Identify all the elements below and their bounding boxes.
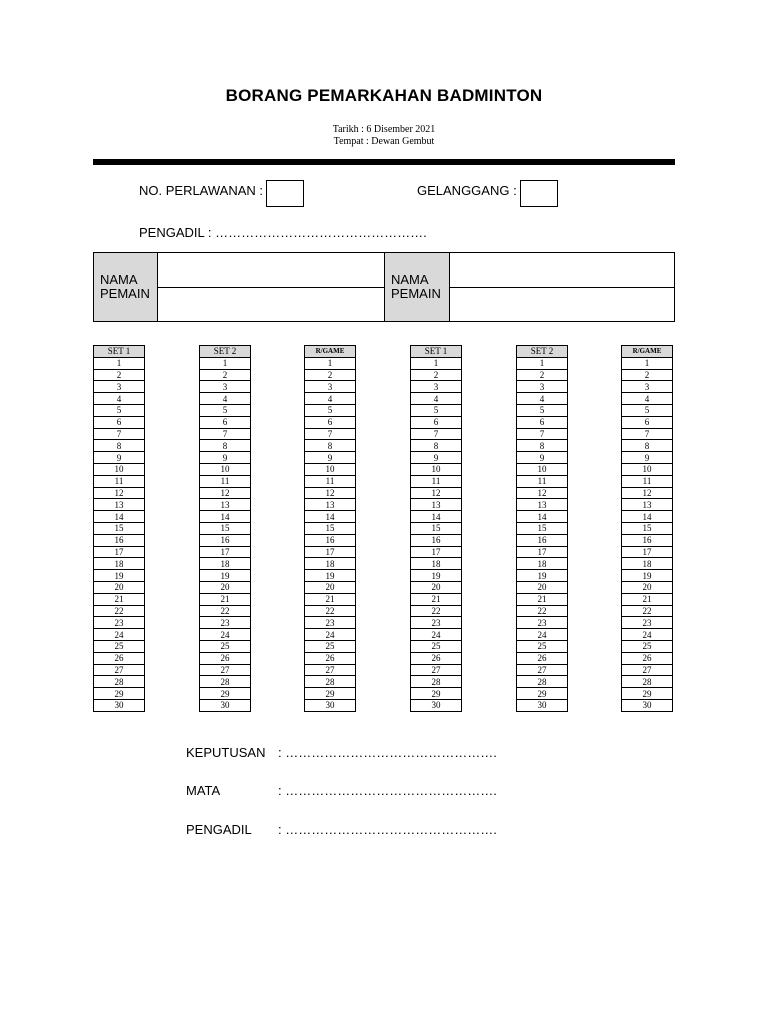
score-cell[interactable]: 1 <box>411 357 462 369</box>
score-cell[interactable]: 10 <box>622 463 673 475</box>
score-cell[interactable]: 3 <box>517 381 568 393</box>
score-cell[interactable]: 8 <box>411 440 462 452</box>
score-cell[interactable]: 28 <box>94 676 145 688</box>
score-cell[interactable]: 4 <box>411 393 462 405</box>
score-cell[interactable]: 20 <box>94 581 145 593</box>
decision-line[interactable]: : …………………………………………. <box>278 745 497 760</box>
score-cell[interactable]: 23 <box>94 617 145 629</box>
umpire-line: PENGADIL : …………………………………………. <box>139 225 427 240</box>
score-cell[interactable]: 20 <box>622 581 673 593</box>
score-cell[interactable]: 23 <box>305 617 356 629</box>
score-cell[interactable]: 24 <box>94 629 145 641</box>
score-cell[interactable]: 14 <box>411 511 462 523</box>
score-cell[interactable]: 4 <box>94 393 145 405</box>
score-column <box>516 345 568 712</box>
score-cell[interactable]: 1 <box>305 357 356 369</box>
score-cell[interactable]: 15 <box>200 522 251 534</box>
score-cell[interactable]: 13 <box>622 499 673 511</box>
header-divider <box>93 159 675 165</box>
right-name-label-line2: PEMAIN <box>391 286 441 301</box>
umpire-footer-line[interactable]: : …………………………………………. <box>278 822 497 837</box>
score-cell[interactable]: 18 <box>411 558 462 570</box>
score-cell[interactable]: 10 <box>200 463 251 475</box>
score-cell[interactable]: 16 <box>94 534 145 546</box>
score-cell[interactable]: 15 <box>94 522 145 534</box>
left-player-2-field[interactable] <box>158 288 384 322</box>
score-cell[interactable]: 13 <box>94 499 145 511</box>
score-cell[interactable]: 1 <box>200 357 251 369</box>
score-cell[interactable]: 30 <box>517 699 568 711</box>
score-cell[interactable]: 26 <box>517 652 568 664</box>
score-cell[interactable]: 24 <box>411 629 462 641</box>
score-cell[interactable]: 16 <box>411 534 462 546</box>
right-name-label <box>385 253 449 321</box>
score-cell[interactable]: 13 <box>305 499 356 511</box>
score-cell[interactable]: 25 <box>200 640 251 652</box>
score-cell[interactable]: 21 <box>305 593 356 605</box>
score-cell[interactable]: 26 <box>305 652 356 664</box>
score-column-header: SET 2 <box>517 346 568 358</box>
score-cell[interactable]: 7 <box>517 428 568 440</box>
score-cell[interactable]: 19 <box>305 570 356 582</box>
score-cell[interactable]: 5 <box>305 404 356 416</box>
score-cell[interactable]: 1 <box>517 357 568 369</box>
score-cell[interactable]: 4 <box>200 393 251 405</box>
score-cell[interactable]: 12 <box>94 487 145 499</box>
score-cell[interactable]: 30 <box>94 699 145 711</box>
score-cell[interactable]: 20 <box>517 581 568 593</box>
date-text: Tarikh : 6 Disember 2021 <box>332 124 436 135</box>
score-column <box>199 345 251 712</box>
points-line[interactable]: : …………………………………………. <box>278 783 497 798</box>
score-cell[interactable]: 12 <box>411 487 462 499</box>
score-cell[interactable]: 14 <box>200 511 251 523</box>
score-cell[interactable]: 24 <box>622 629 673 641</box>
score-cell[interactable]: 25 <box>622 640 673 652</box>
score-cell[interactable]: 21 <box>411 593 462 605</box>
score-cell[interactable]: 19 <box>94 570 145 582</box>
venue-text: Tempat : Dewan Gembut <box>333 136 435 147</box>
score-cell[interactable]: 5 <box>200 404 251 416</box>
score-cell[interactable]: 9 <box>517 452 568 464</box>
match-number-label: NO. PERLAWANAN : <box>139 183 264 198</box>
score-cell[interactable]: 5 <box>517 404 568 416</box>
score-cell[interactable]: 28 <box>622 676 673 688</box>
score-cell[interactable]: 23 <box>200 617 251 629</box>
score-cell[interactable]: 22 <box>94 605 145 617</box>
score-cell[interactable]: 9 <box>622 452 673 464</box>
score-cell[interactable]: 13 <box>517 499 568 511</box>
score-cell[interactable]: 18 <box>200 558 251 570</box>
score-cell[interactable]: 4 <box>517 393 568 405</box>
right-player-2-field[interactable] <box>450 288 674 322</box>
score-cell[interactable]: 23 <box>517 617 568 629</box>
score-cell[interactable]: 16 <box>305 534 356 546</box>
score-cell[interactable]: 19 <box>622 570 673 582</box>
score-cell[interactable]: 9 <box>411 452 462 464</box>
score-column <box>410 345 462 712</box>
score-cell[interactable]: 29 <box>305 688 356 700</box>
score-cell[interactable]: 26 <box>622 652 673 664</box>
score-cell[interactable]: 13 <box>200 499 251 511</box>
score-cell[interactable]: 8 <box>305 440 356 452</box>
score-cell[interactable]: 8 <box>622 440 673 452</box>
score-cell[interactable]: 21 <box>94 593 145 605</box>
score-cell[interactable]: 15 <box>411 522 462 534</box>
score-cell[interactable]: 19 <box>411 570 462 582</box>
score-cell[interactable]: 18 <box>305 558 356 570</box>
score-cell[interactable]: 29 <box>622 688 673 700</box>
score-cell[interactable]: 4 <box>305 393 356 405</box>
score-cell[interactable]: 28 <box>305 676 356 688</box>
court-field[interactable] <box>520 180 558 207</box>
score-cell[interactable]: 29 <box>411 688 462 700</box>
score-column-header: SET 2 <box>200 346 251 358</box>
score-cell[interactable]: 8 <box>517 440 568 452</box>
score-cell[interactable]: 3 <box>200 381 251 393</box>
score-cell[interactable]: 30 <box>305 699 356 711</box>
score-cell[interactable]: 10 <box>411 463 462 475</box>
score-cell[interactable]: 3 <box>411 381 462 393</box>
left-name-label-line1: NAMA <box>100 272 138 287</box>
players-table <box>93 252 675 322</box>
score-cell[interactable]: 7 <box>305 428 356 440</box>
score-cell[interactable]: 8 <box>94 440 145 452</box>
score-cell[interactable]: 17 <box>200 546 251 558</box>
score-cell[interactable]: 30 <box>411 699 462 711</box>
score-cell[interactable]: 26 <box>411 652 462 664</box>
score-cell[interactable]: 16 <box>517 534 568 546</box>
score-cell[interactable]: 14 <box>305 511 356 523</box>
match-number-field[interactable] <box>266 180 304 207</box>
score-cell[interactable]: 21 <box>517 593 568 605</box>
score-cell[interactable]: 27 <box>305 664 356 676</box>
score-cell[interactable]: 6 <box>305 416 356 428</box>
score-cell[interactable]: 11 <box>411 475 462 487</box>
score-cell[interactable]: 26 <box>200 652 251 664</box>
score-cell[interactable]: 25 <box>517 640 568 652</box>
score-cell[interactable]: 2 <box>94 369 145 381</box>
score-cell[interactable]: 12 <box>305 487 356 499</box>
score-cell[interactable]: 14 <box>517 511 568 523</box>
score-cell[interactable]: 12 <box>622 487 673 499</box>
score-cell[interactable]: 5 <box>94 404 145 416</box>
score-cell[interactable]: 27 <box>411 664 462 676</box>
score-cell[interactable]: 28 <box>200 676 251 688</box>
score-cell[interactable]: 25 <box>305 640 356 652</box>
score-column <box>621 345 673 712</box>
score-cell[interactable]: 2 <box>411 369 462 381</box>
score-cell[interactable]: 21 <box>622 593 673 605</box>
score-cell[interactable]: 27 <box>94 664 145 676</box>
score-cell[interactable]: 6 <box>622 416 673 428</box>
score-cell[interactable]: 9 <box>305 452 356 464</box>
score-cell[interactable]: 29 <box>200 688 251 700</box>
score-cell[interactable]: 15 <box>622 522 673 534</box>
score-column-header: SET 1 <box>94 346 145 358</box>
score-cell[interactable]: 6 <box>200 416 251 428</box>
score-cell[interactable]: 24 <box>305 629 356 641</box>
score-cell[interactable]: 2 <box>517 369 568 381</box>
score-column <box>304 345 356 712</box>
left-name-label-line2: PEMAIN <box>100 286 150 301</box>
score-cell[interactable]: 6 <box>411 416 462 428</box>
score-cell[interactable]: 27 <box>622 664 673 676</box>
score-cell[interactable]: 2 <box>305 369 356 381</box>
score-cell[interactable]: 10 <box>94 463 145 475</box>
right-name-label-line1: NAMA <box>391 272 429 287</box>
score-cell[interactable]: 11 <box>305 475 356 487</box>
score-cell[interactable]: 17 <box>411 546 462 558</box>
score-column-header: R/GAME <box>622 346 673 358</box>
score-cell[interactable]: 22 <box>622 605 673 617</box>
score-cell[interactable]: 7 <box>411 428 462 440</box>
score-cell[interactable]: 7 <box>94 428 145 440</box>
score-cell[interactable]: 18 <box>517 558 568 570</box>
score-column <box>93 345 145 712</box>
score-cell[interactable]: 16 <box>622 534 673 546</box>
score-cell[interactable]: 22 <box>517 605 568 617</box>
umpire-footer-label: PENGADIL <box>186 822 252 837</box>
score-cell[interactable]: 10 <box>517 463 568 475</box>
score-cell[interactable]: 6 <box>94 416 145 428</box>
score-cell[interactable]: 29 <box>94 688 145 700</box>
score-cell[interactable]: 2 <box>200 369 251 381</box>
score-cell[interactable]: 1 <box>622 357 673 369</box>
score-cell[interactable]: 4 <box>622 393 673 405</box>
score-cell[interactable]: 23 <box>411 617 462 629</box>
court-label: GELANGGANG : <box>417 183 517 198</box>
score-cell[interactable]: 5 <box>411 404 462 416</box>
score-cell[interactable]: 24 <box>517 629 568 641</box>
score-column-header: SET 1 <box>411 346 462 358</box>
score-cell[interactable]: 5 <box>622 404 673 416</box>
score-cell[interactable]: 3 <box>94 381 145 393</box>
decision-label: KEPUTUSAN <box>186 745 266 760</box>
score-cell[interactable]: 11 <box>94 475 145 487</box>
score-cell[interactable]: 3 <box>305 381 356 393</box>
score-cell[interactable]: 27 <box>517 664 568 676</box>
score-cell[interactable]: 15 <box>517 522 568 534</box>
points-label: MATA <box>186 783 221 798</box>
score-cell[interactable]: 30 <box>622 699 673 711</box>
score-cell[interactable]: 29 <box>517 688 568 700</box>
score-cell[interactable]: 18 <box>622 558 673 570</box>
score-cell[interactable]: 19 <box>200 570 251 582</box>
score-cell[interactable]: 23 <box>622 617 673 629</box>
score-cell[interactable]: 13 <box>411 499 462 511</box>
score-cell[interactable]: 11 <box>517 475 568 487</box>
score-cell[interactable]: 12 <box>517 487 568 499</box>
score-cell[interactable]: 14 <box>622 511 673 523</box>
score-cell[interactable]: 2 <box>622 369 673 381</box>
score-cell[interactable]: 25 <box>411 640 462 652</box>
score-cell[interactable]: 18 <box>94 558 145 570</box>
score-cell[interactable]: 22 <box>305 605 356 617</box>
score-cell[interactable]: 17 <box>305 546 356 558</box>
score-cell[interactable]: 25 <box>94 640 145 652</box>
score-cell[interactable]: 16 <box>200 534 251 546</box>
score-cell[interactable]: 28 <box>517 676 568 688</box>
score-cell[interactable]: 27 <box>200 664 251 676</box>
score-cell[interactable]: 7 <box>200 428 251 440</box>
score-cell[interactable]: 12 <box>200 487 251 499</box>
score-cell[interactable]: 24 <box>200 629 251 641</box>
score-cell[interactable]: 19 <box>517 570 568 582</box>
score-cell[interactable]: 1 <box>94 357 145 369</box>
score-cell[interactable]: 9 <box>94 452 145 464</box>
score-cell[interactable]: 3 <box>622 381 673 393</box>
left-name-label <box>94 253 157 321</box>
score-cell[interactable]: 20 <box>305 581 356 593</box>
score-cell[interactable]: 7 <box>622 428 673 440</box>
score-cell[interactable]: 30 <box>200 699 251 711</box>
score-cell[interactable]: 17 <box>517 546 568 558</box>
score-cell[interactable]: 9 <box>200 452 251 464</box>
page-title: BORANG PEMARKAHAN BADMINTON <box>225 86 543 105</box>
score-cell[interactable]: 8 <box>200 440 251 452</box>
score-cell[interactable]: 17 <box>622 546 673 558</box>
score-cell[interactable]: 11 <box>622 475 673 487</box>
score-cell[interactable]: 26 <box>94 652 145 664</box>
score-cell[interactable]: 17 <box>94 546 145 558</box>
score-cell[interactable]: 22 <box>411 605 462 617</box>
score-cell[interactable]: 20 <box>200 581 251 593</box>
score-cell[interactable]: 10 <box>305 463 356 475</box>
score-cell[interactable]: 15 <box>305 522 356 534</box>
score-cell[interactable]: 14 <box>94 511 145 523</box>
score-cell[interactable]: 28 <box>411 676 462 688</box>
right-player-1-field[interactable] <box>450 253 674 287</box>
score-cell[interactable]: 22 <box>200 605 251 617</box>
score-cell[interactable]: 11 <box>200 475 251 487</box>
score-cell[interactable]: 20 <box>411 581 462 593</box>
score-column-header: R/GAME <box>305 346 356 358</box>
score-cell[interactable]: 21 <box>200 593 251 605</box>
left-player-1-field[interactable] <box>158 253 384 287</box>
score-cell[interactable]: 6 <box>517 416 568 428</box>
